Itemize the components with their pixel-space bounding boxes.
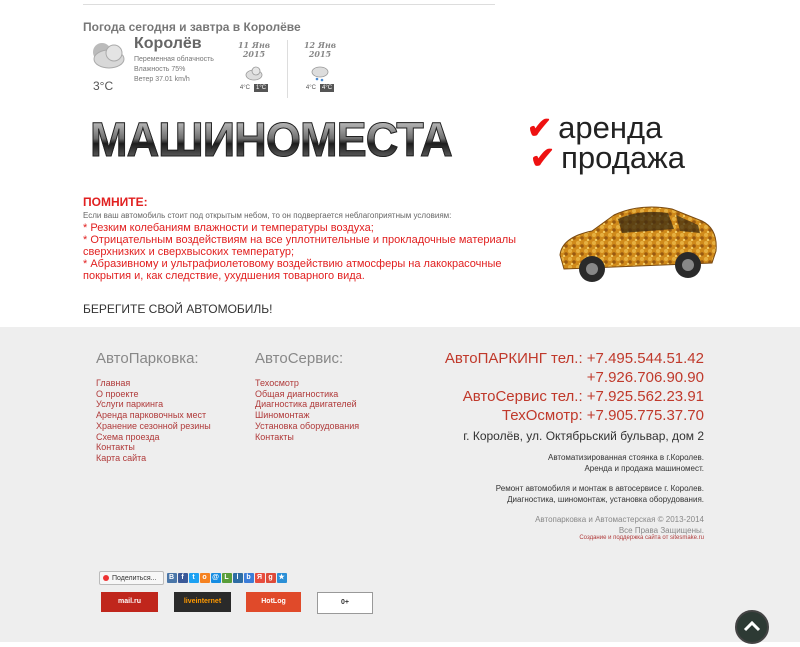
banner-sale-label: продажа: [561, 140, 686, 175]
protect-car-slogan: БЕРЕГИТЕ СВОЙ АВТОМОБИЛЬ!: [83, 302, 273, 316]
service-phone: АвтоСервис тел.: +7.925.562.23.91: [462, 388, 704, 405]
cloud-icon: [244, 64, 264, 82]
checkmark-icon: ✔: [527, 112, 553, 145]
twitter-icon[interactable]: t: [189, 573, 199, 583]
footer-link[interactable]: Схема проезда: [96, 431, 160, 442]
footer-link[interactable]: Услуги паркинга: [96, 399, 164, 410]
forecast-year: 2015: [308, 49, 332, 59]
warning-title: ПОМНИТЕ:: [83, 195, 148, 209]
forecast-year: 2015: [242, 49, 266, 59]
footer-service-links: [255, 378, 359, 442]
footer-parking-links: [96, 378, 211, 464]
footer-link[interactable]: О проекте: [96, 388, 139, 399]
parking-info: [548, 452, 704, 474]
copyright-line: Все Права Защищены.: [618, 526, 704, 535]
forecast-low: 4°C: [305, 85, 316, 91]
info-line: Автоматизированная стоянка в г.Королев.: [547, 453, 704, 462]
warning-item: * Отрицательным воздействиям на все уплотнительные и прокладочные материалы сверхнизких и сверхвысоких температур;: [83, 234, 517, 258]
snow-cloud-icon: [310, 64, 330, 82]
forecast-low: 4°C: [239, 85, 250, 91]
forecast-date: 11 Янв: [237, 40, 271, 50]
forecast-high: 1°C: [256, 85, 267, 91]
share-label: Поделиться...: [112, 574, 157, 582]
footer-link[interactable]: Аренда парковочных мест: [96, 410, 207, 421]
mail-icon[interactable]: @: [212, 574, 219, 581]
site-credit-link[interactable]: Создание и поддержка сайта от sitesmake.ru: [579, 535, 704, 541]
weather-details: [134, 55, 214, 85]
footer-link[interactable]: Контакты: [96, 442, 135, 453]
share-bar: [99, 572, 287, 584]
phone-numbers: [445, 349, 704, 425]
footer-link[interactable]: Контакты: [255, 431, 294, 442]
forecast-day-2: [297, 41, 343, 91]
forecast-day-1: [231, 41, 277, 91]
banner-rent-label: аренда: [558, 110, 663, 145]
address: г. Королёв, ул. Октябрьский бульвар, дом 2: [463, 429, 704, 443]
chevron-up-icon: [737, 612, 767, 642]
vk-icon[interactable]: В: [167, 573, 177, 583]
footer-link[interactable]: Общая диагностика: [255, 388, 339, 399]
service-info: [496, 483, 704, 505]
footer-link[interactable]: Хранение сезонной резины: [96, 420, 211, 431]
parking-spaces-banner: [90, 110, 710, 175]
footer-link[interactable]: Техосмотр: [255, 378, 299, 388]
inspection-phone: ТехОсмотр: +7.905.775.37.70: [501, 407, 704, 424]
warning-item: * Резким колебаниям влажности и температуры воздуха;: [83, 222, 374, 234]
facebook-icon[interactable]: f: [178, 573, 188, 583]
footer-link[interactable]: Главная: [96, 378, 131, 388]
rating-counter[interactable]: 0+: [317, 592, 373, 614]
weather-title: Погода сегодня и завтра в Королёве: [83, 20, 301, 34]
blogger-icon[interactable]: b: [244, 573, 254, 583]
weather-condition: Переменная облачность: [134, 56, 214, 63]
liveinternet-icon[interactable]: l: [233, 573, 243, 583]
footer-parking-title: АвтоПарковка:: [96, 350, 199, 367]
info-line: Аренда и продажа машиномест.: [584, 464, 704, 473]
copyright: [535, 514, 704, 536]
warning-block: [83, 196, 543, 282]
partly-cloudy-icon: [87, 37, 127, 71]
weather-divider: [287, 40, 288, 98]
current-temperature: 3°C: [93, 79, 114, 93]
odnoklassniki-icon[interactable]: o: [200, 573, 210, 583]
copyright-line: Автопарковка и Автомастерская © 2013-2014: [535, 515, 704, 524]
hotlog-counter[interactable]: HotLog: [246, 592, 301, 612]
share-icon: [103, 575, 109, 581]
footer-link[interactable]: Карта сайта: [96, 452, 147, 463]
yandex-icon[interactable]: Я: [255, 573, 265, 583]
mailru-counter[interactable]: mail.ru: [101, 592, 158, 612]
parking-phone: АвтоПАРКИНГ тел.: +7.495.544.51.42: [444, 350, 704, 367]
banner-title: МАШИНОМЕСТА: [90, 114, 452, 167]
checkmark-icon: ✔: [530, 142, 556, 175]
info-line: Ремонт автомобиля и монтаж в автосервисе г. Королев.: [495, 484, 704, 493]
weather-city: Королёв: [134, 35, 202, 52]
footer: [0, 327, 800, 642]
social-icons: [167, 573, 287, 583]
footer-link[interactable]: Диагностика двигателей: [255, 399, 357, 410]
footer-link[interactable]: Шиномонтаж: [255, 410, 310, 421]
leaf-covered-car-image: [552, 193, 722, 293]
forecast-date: 12 Янв: [303, 40, 337, 50]
livejournal-icon[interactable]: L: [222, 573, 232, 583]
share-button[interactable]: [99, 571, 164, 585]
scroll-to-top-button[interactable]: [735, 610, 769, 644]
footer-service-title: АвтоСервис:: [255, 350, 344, 367]
warning-intro: Если ваш автомобиль стоит под открытым небом, то он подвергается неблагоприятным условиям:: [83, 211, 452, 220]
footer-link[interactable]: Установка оборудования: [255, 420, 360, 431]
google-plus-icon[interactable]: g: [266, 573, 276, 583]
top-divider: [83, 4, 495, 5]
banner-sale: [530, 142, 685, 175]
parking-phone-2: +7.926.706.90.90: [586, 369, 704, 386]
bookmark-icon[interactable]: ★: [278, 574, 285, 581]
warning-item: * Абразивному и ультрафиолетовому воздействию атмосферы на лакокрасочные покрытия и, как следствие, ухудшения товарного вида.: [83, 258, 502, 282]
forecast-high: 4°C: [322, 85, 333, 91]
weather-wind: Ветер 37.01 km/h: [134, 76, 190, 83]
weather-widget: [83, 20, 503, 100]
weather-humidity: Влажность 75%: [134, 66, 186, 73]
warning-list: [83, 222, 543, 282]
liveinternet-counter[interactable]: liveinternet: [174, 592, 231, 612]
info-line: Диагностика, шиномонтаж, установка оборудования.: [507, 495, 704, 504]
